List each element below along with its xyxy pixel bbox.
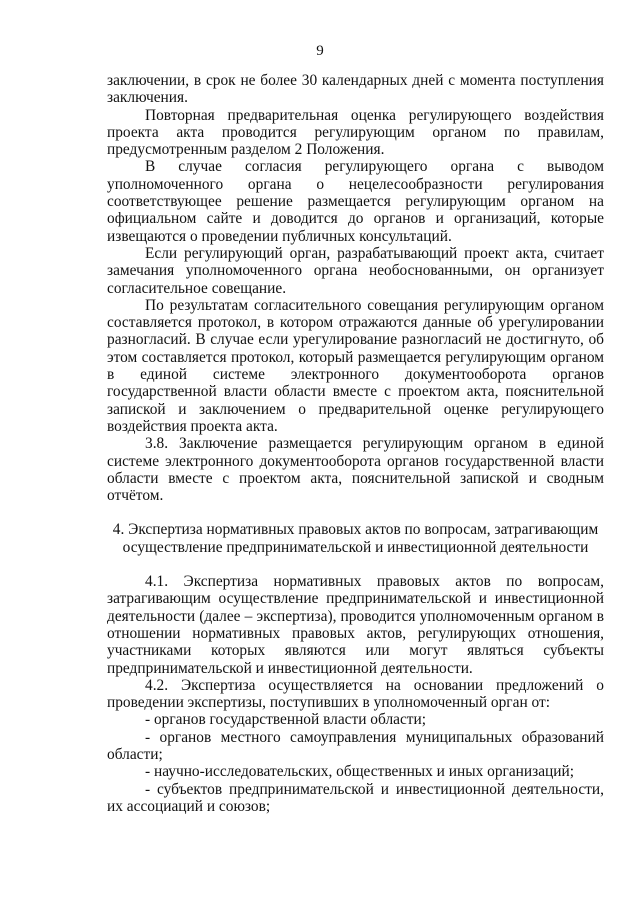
paragraph: заключении, в срок не более 30 календарных дней с момента поступления заключения. xyxy=(107,72,604,107)
paragraph: 4.2. Экспертиза осуществляется на основании предложений о проведении экспертизы, поступивших в уполномоченный орган от: xyxy=(107,676,604,712)
document-body xyxy=(107,72,604,815)
section-heading: 4. Экспертиза нормативных правовых актов по вопросам, затрагивающим осуществление предпринимательской и инвестиционной деятельности xyxy=(112,521,599,556)
paragraph: Если регулирующий орган, разрабатывающий проект акта, считает замечания уполномоченного органа необоснованными, он организует согласительное совещание. xyxy=(107,244,604,297)
spacer xyxy=(107,556,604,573)
paragraph: 4.1. Экспертиза нормативных правовых актов по вопросам, затрагивающим осуществление предпринимательской и инвестиционной деятельности (далее – экспертиза), проводится уполномоченным органом в отношении нормативных правовых актов, регулирующих отношения, участниками которых являются или могут являться субъекты предпринимательской и инвестиционной деятельности. xyxy=(107,573,604,677)
list-item: - научно-исследовательских, общественных и иных организаций; xyxy=(145,763,575,781)
paragraph: 3.8. Заключение размещается регулирующим органом в единой системе электронного документооборота органов государственной власти области вместе с проектом акта, пояснительной запиской и сводным отчётом. xyxy=(107,435,604,505)
list-item: - субъектов предпринимательской и инвестиционной деятельности, их ассоциаций и союзов; xyxy=(107,780,604,815)
paragraph: В случае согласия регулирующего органа с выводом уполномоченного органа о нецелесообразности регулирования соответствующее решение размещается регулирующим органом на официальном сайте и доводится до органов и организаций, которые извещаются о проведении публичных консультаций. xyxy=(107,158,604,245)
list-item: - органов местного самоуправления муниципальных образований области; xyxy=(107,728,604,763)
page-number: 9 xyxy=(316,43,324,59)
list-item: - органов государственной власти области; xyxy=(145,711,427,729)
paragraph: По результатам согласительного совещания регулирующим органом составляется протокол, в котором отражаются данные об урегулировании разногласий. В случае если урегулирование разногласий не достигнуто, об этом составляется протокол, который размещается регулирующим органом в единой системе электронного документооборота органов государственной власти области вместе с проектом акта, пояснительной запиской и заключением о предварительной оценке регулирующего воздействия проекта акта. xyxy=(107,296,604,435)
paragraph: Повторная предварительная оценка регулирующего воздействия проекта акта проводится регулирующим органом по правилам, предусмотренным разделом 2 Положения. xyxy=(107,106,604,159)
